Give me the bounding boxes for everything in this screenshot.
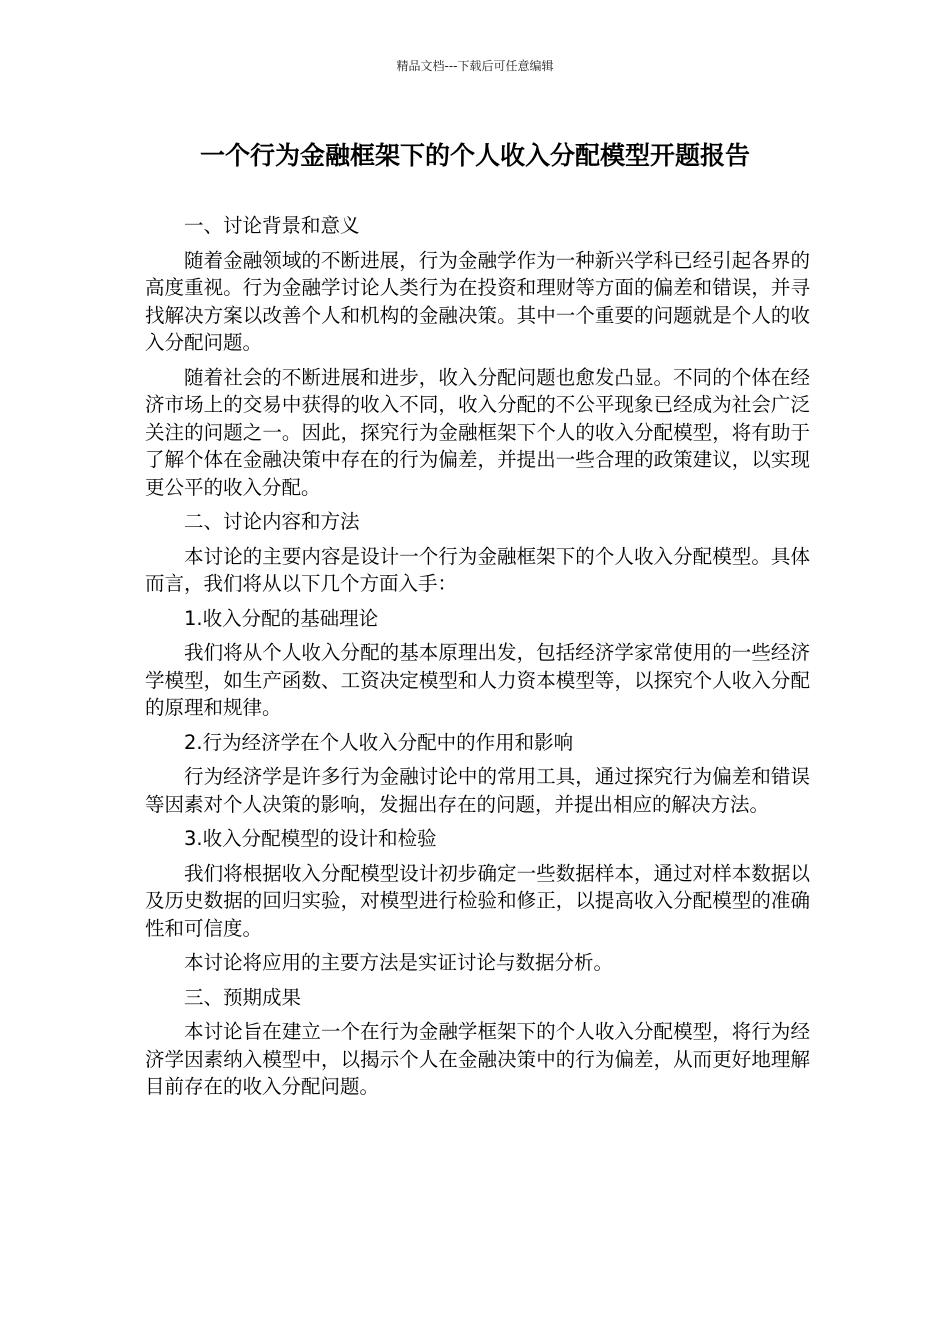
subheading-model-design: 3.收入分配模型的设计和检验	[184, 827, 437, 850]
paragraph: 我们将从个人收入分配的基本原理出发，包括经济学家常使用的一些经济学模型，如生产函数、工资决定模型和人力资本模型等，以探究个人收入分配的原理和规律。	[145, 641, 810, 719]
paragraph: 随着金融领域的不断进展，行为金融学作为一种新兴学科已经引起各界的高度重视。行为金融学讨论人类行为在投资和理财等方面的偏差和错误，并寻找解决方案以改善个人和机构的金融决策。其中一个重要的问题就是个人的收入分配问题。	[145, 248, 810, 354]
paragraph: 本讨论的主要内容是设计一个行为金融框架下的个人收入分配模型。具体而言，我们将从以下几个方面入手：	[145, 544, 810, 595]
paragraph: 我们将根据收入分配模型设计初步确定一些数据样本，通过对样本数据以及历史数据的回归实验，对模型进行检验和修正，以提高收入分配模型的准确性和可信度。	[145, 861, 810, 940]
document-body	[145, 212, 810, 1108]
paragraph: 本讨论旨在建立一个在行为金融学框架下的个人收入分配模型，将行为经济学因素纳入模型中，以揭示个人在金融决策中的行为偏差，从而更好地理解目前存在的收入分配问题。	[145, 1020, 810, 1098]
subheading-behavioral-economics: 2.行为经济学在个人收入分配中的作用和影响	[184, 730, 574, 754]
document-title: 一个行为金融框架下的个人收入分配模型开题报告	[199, 141, 750, 170]
paragraph: 行为经济学是许多行为金融讨论中的常用工具，通过探究行为偏差和错误等因素对个人决策的影响，发掘出存在的问题，并提出相应的解决方法。	[145, 765, 810, 816]
section-heading-content-methods: 二、讨论内容和方法	[184, 510, 360, 533]
page-header: 精品文档---下载后可任意编辑	[396, 59, 554, 73]
paragraph: 随着社会的不断进展和进步，收入分配问题也愈发凸显。不同的个体在经济市场上的交易中获得的收入不同，收入分配的不公平现象已经成为社会广泛关注的问题之一。因此，探究行为金融框架下个人的收入分配模型，将有助于了解个体在金融决策中存在的行为偏差，并提出一些合理的政策建议，以实现更公平的收入分配。	[145, 365, 810, 499]
section-heading-background: 一、讨论背景和意义	[184, 214, 360, 237]
subheading-basic-theory: 1.收入分配的基础理论	[184, 606, 379, 630]
section-heading-expected-results: 三、预期成果	[184, 985, 302, 1009]
paragraph: 本讨论将应用的主要方法是实证讨论与数据分析。	[184, 951, 614, 974]
